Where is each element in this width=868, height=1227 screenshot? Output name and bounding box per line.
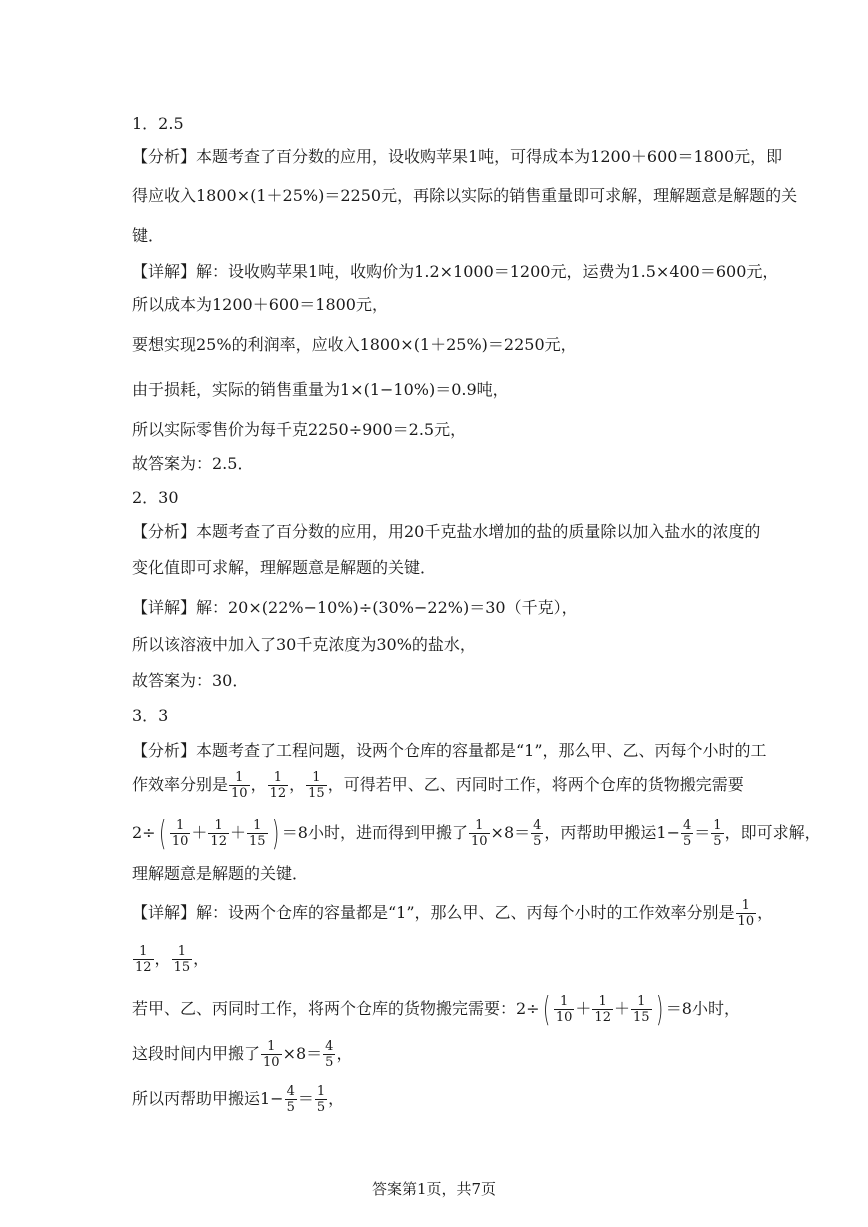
fraction: $\frac{4}{5}$ (286, 1084, 295, 1115)
problem-1-detail-line: 所以实际零售价为每千克2250÷900＝2.5元， (132, 420, 467, 439)
problem-2-detail-line: 所以该溶液中加入了30千克浓度为30%的盐水， (132, 635, 476, 654)
fraction: $\frac{1}{10}$ (555, 994, 573, 1025)
problem-1-detail-line: 所以成本为1200＋600＝1800元， (132, 295, 388, 314)
problem-1-analysis-line: 【分析】本题考查了百分数的应用，设收购苹果1吨，可得成本为1200＋600＝1800元，即 (132, 147, 783, 166)
problem-3-detail-line: 这段时间内甲搬了 $\frac{1}{10}$ ×8＝ $\frac{4}{5}$ ， (132, 1039, 353, 1070)
problem-2-analysis-line: 【分析】本题考查了百分数的应用，用20千克盐水增加的盐的质量除以加入盐水的浓度的 (132, 522, 761, 541)
problem-1-analysis-line: 键． (132, 226, 165, 245)
problem-3-detail-line: $\frac{1}{12}$ ， $\frac{1}{15}$ ， (135, 944, 210, 975)
problem-2-number: 2．30 (132, 488, 179, 507)
problem-3-analysis-line: 2÷( $\frac{1}{10}$ ＋ $\frac{1}{12}$ ＋ $\frac{1}{15}$ ) ＝8小时，进而得到甲搬了 $\frac{1}{10}$ ×8＝ $\frac{4}{5}$ ，丙帮助甲搬运1− $\frac{4}{5}$ ＝ $\frac{1}{5}$ ，即可求解， (132, 813, 821, 854)
fraction: $\frac{1}{10}$ (263, 1039, 280, 1070)
problem-3-analysis-line: 作效率分别是 $\frac{1}{10}$ ， $\frac{1}{12}$ ， $\frac{1}{15}$ ，可得若甲、乙、丙同时工作，将两个仓库的货物搬完需要 (132, 770, 744, 801)
problem-2-detail-line: 【详解】解：20×(22%−10%)÷(30%−22%)＝30（千克）， (132, 598, 578, 617)
problem-3-analysis-line: 理解题意是解题的关键． (132, 864, 309, 883)
fraction: $\frac{1}{5}$ (713, 818, 722, 849)
fraction: $\frac{4}{5}$ (683, 818, 692, 849)
fraction: $\frac{4}{5}$ (533, 818, 542, 849)
fraction: $\frac{1}{10}$ (171, 818, 189, 849)
problem-2-analysis-line: 变化值即可求解，理解题意是解题的关键． (132, 558, 437, 577)
fraction: $\frac{1}{15}$ (173, 944, 191, 975)
problem-1-detail-line: 故答案为：2.5． (132, 454, 254, 473)
problem-1-number: 1．2.5 (132, 114, 184, 133)
problem-1-detail-line: 要想实现25%的利润率，应收入1800×(1＋25%)＝2250元， (132, 335, 577, 354)
fraction: $\frac{4}{5}$ (325, 1039, 334, 1070)
fraction: $\frac{1}{15}$ (632, 994, 650, 1025)
problem-1-detail-line: 【详解】解：设收购苹果1吨，收购价为1.2×1000＝1200元，运费为1.5×400＝600元， (132, 262, 779, 281)
fraction: $\frac{1}{10}$ (470, 818, 488, 849)
problem-3-analysis-line: 【分析】本题考查了工程问题，设两个仓库的容量都是“1”，那么甲、乙、丙每个小时的工 (132, 741, 767, 760)
fraction: $\frac{1}{12}$ (135, 944, 152, 975)
fraction: $\frac{1}{12}$ (269, 770, 287, 801)
problem-3-number: 3．3 (132, 706, 169, 725)
fraction: $\frac{1}{12}$ (210, 818, 227, 849)
problem-1-detail-line: 由于损耗，实际的销售重量为1×(1−10%)＝0.9吨， (132, 380, 509, 399)
page-footer: 答案第1页，共7页 (371, 1180, 497, 1198)
problem-3-detail-line: 若甲、乙、丙同时工作，将两个仓库的货物搬完需要：2÷( $\frac{1}{10}$ ＋ $\frac{1}{12}$ ＋ $\frac{1}{15}$ ) ＝8小时， (132, 989, 740, 1030)
fraction: $\frac{1}{5}$ (316, 1084, 326, 1115)
problem-1-analysis-line: 得应收入1800×(1＋25%)＝2250元，再除以实际的销售重量即可求解，理解题意是解题的关 (132, 186, 798, 205)
problem-3-detail-line: 所以丙帮助甲搬运1− $\frac{4}{5}$ ＝ $\frac{1}{5}$ ， (132, 1084, 345, 1115)
fraction: $\frac{1}{15}$ (248, 818, 266, 849)
fraction: $\frac{1}{10}$ (231, 770, 248, 801)
fraction: $\frac{1}{10}$ (737, 898, 755, 929)
fraction: $\frac{1}{12}$ (594, 994, 611, 1025)
problem-2-detail-line: 故答案为：30． (132, 671, 249, 690)
problem-3-detail-line: 【详解】解：设两个仓库的容量都是“1”，那么甲、乙、丙每个小时的工作效率分别是 $\frac{1}{10}$ ， (132, 898, 774, 929)
fraction: $\frac{1}{15}$ (308, 770, 325, 801)
